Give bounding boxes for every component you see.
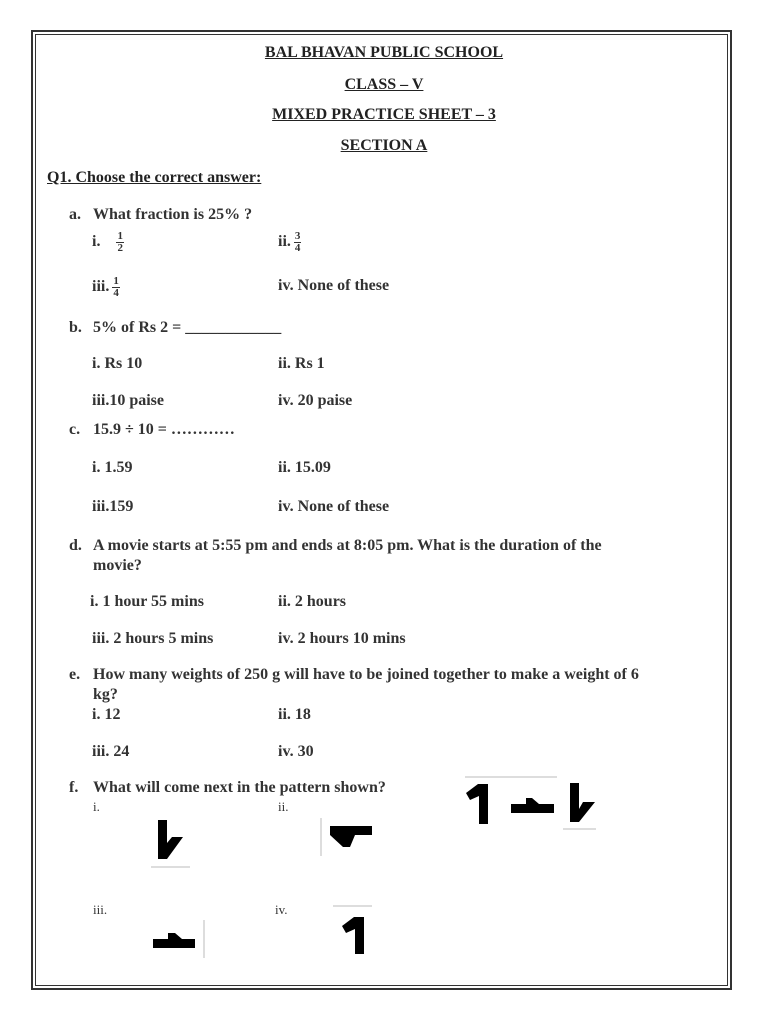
qf-option-3-label: iii.: [93, 902, 108, 917]
qc-option-2: ii. 15.09: [278, 459, 331, 476]
qa-option-1: [92, 231, 124, 254]
class-heading: CLASS – V: [344, 76, 424, 93]
qb-option-1: i. Rs 10: [92, 355, 143, 372]
qf-option-4-figure: [332, 904, 376, 956]
qe-option-2: ii. 18: [278, 706, 311, 723]
qf-option-4-label: iv.: [275, 902, 288, 917]
qf-label: f.: [69, 779, 79, 796]
qd-option-1: i. 1 hour 55 mins: [90, 593, 204, 610]
sheet-title: MIXED PRACTICE SHEET – 3: [272, 106, 496, 123]
qd-option-2: ii. 2 hours: [278, 593, 347, 610]
qc-text: 15.9 ÷ 10 = …………: [93, 421, 235, 438]
school-name: BAL BHAVAN PUBLIC SCHOOL: [264, 44, 504, 61]
qc-label: c.: [69, 421, 81, 438]
qd-option-4: iv. 2 hours 10 mins: [278, 630, 406, 647]
option-label: ii.: [278, 233, 291, 251]
qc-option-1: i. 1.59: [92, 459, 133, 476]
qf-option-2-figure: [320, 816, 376, 858]
qf-option-3-figure: [150, 918, 210, 960]
qd-text-line1: A movie starts at 5:55 pm and ends at 8:05 pm. What is the duration of the: [93, 537, 602, 554]
option-label: i.: [92, 233, 101, 251]
qf-text: What will come next in the pattern shown?: [93, 779, 386, 796]
qf-option-2-label: ii.: [278, 799, 289, 814]
option-label: iii.: [92, 278, 110, 296]
qa-option-4: iv. None of these: [278, 277, 390, 294]
qd-label: d.: [69, 537, 82, 554]
qf-option-1-label: i.: [93, 799, 100, 814]
qe-text-line1: How many weights of 250 g will have to be joined together to make a weight of 6: [93, 666, 639, 683]
section-heading: SECTION A: [340, 137, 428, 154]
pattern-sequence: [462, 776, 602, 834]
qb-option-3: iii.10 paise: [92, 392, 165, 409]
qb-option-2: ii. Rs 1: [278, 355, 325, 372]
fraction: $\frac{1}{4}$: [113, 275, 119, 299]
qc-option-3: iii.159: [92, 498, 134, 515]
qe-option-4: iv. 30: [278, 743, 314, 760]
qa-option-3: [92, 276, 120, 299]
qb-text: 5% of Rs 2 = ____________: [93, 319, 282, 336]
qe-option-3: iii. 24: [92, 743, 130, 760]
fraction: $\frac{1}{2}$: [117, 230, 123, 254]
qb-label: b.: [69, 319, 82, 336]
qd-text-line2: movie?: [93, 557, 142, 574]
qe-option-1: i. 12: [92, 706, 121, 723]
qe-text-line2: kg?: [93, 686, 118, 703]
qe-label: e.: [69, 666, 81, 683]
qc-option-4: iv. None of these: [278, 498, 390, 515]
pattern-figure-2: [511, 798, 554, 813]
pattern-figure-1: [466, 784, 488, 824]
qd-option-3: iii. 2 hours 5 mins: [92, 630, 214, 647]
q1-title: Q1. Choose the correct answer:: [47, 169, 262, 186]
pattern-figure-3: [570, 783, 595, 822]
qa-label: a.: [69, 206, 81, 223]
fraction: $\frac{3}{4}$: [294, 230, 301, 254]
qf-option-1-figure: [150, 818, 196, 870]
qa-text: What fraction is 25% ?: [93, 206, 253, 223]
qa-option-2: [278, 231, 301, 254]
qb-option-4: iv. 20 paise: [278, 392, 353, 409]
